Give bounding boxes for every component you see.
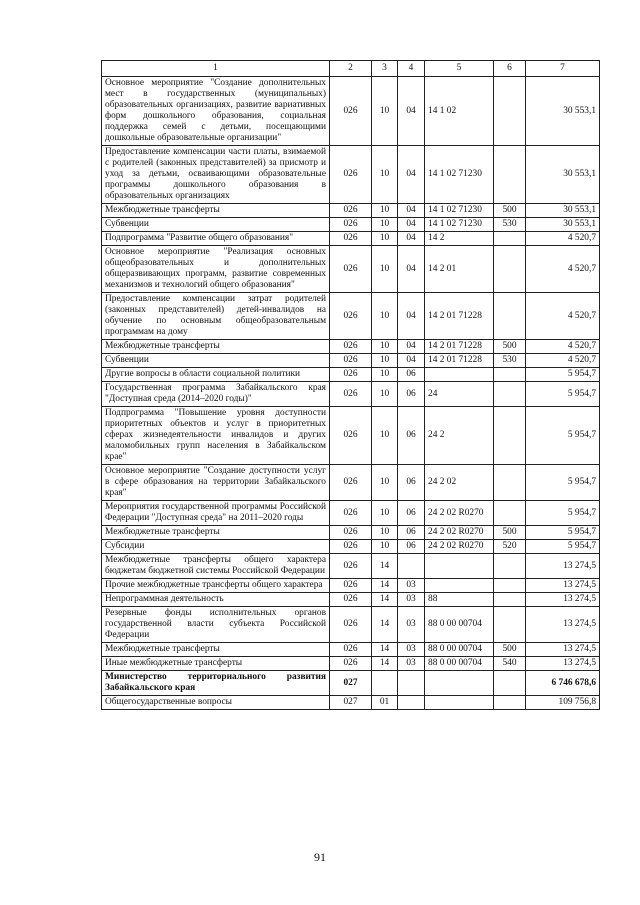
row-name-cell: Мероприятия государственной программы Российской Федерации "Доступная среда" на 2011–2020 годы xyxy=(102,501,330,526)
section-code-cell: 14 xyxy=(372,593,398,607)
amount-cell: 5 954,7 xyxy=(526,540,600,554)
expense-type-cell: 520 xyxy=(494,540,526,554)
ministry-code-cell: 026 xyxy=(330,593,372,607)
row-name-cell: Предоставление компенсации затрат родителей (законных представителей) детей-инвалидов на обучение по основным общеобразовательным программам на дому xyxy=(102,293,330,340)
subsection-code-cell: 06 xyxy=(398,526,425,540)
section-code-cell: 10 xyxy=(372,77,398,146)
ministry-code-cell: 026 xyxy=(330,246,372,293)
ministry-code-cell: 026 xyxy=(330,657,372,671)
ministry-code-cell: 026 xyxy=(330,407,372,465)
row-name-cell: Предоставление компенсации части платы, взимаемой с родителей (законных представителей) за присмотр и уход за детьми, осваивающими образовательные программы дошкольного образования в образовательных организациях xyxy=(102,146,330,204)
expense-type-cell xyxy=(494,407,526,465)
row-name-cell: Межбюджетные трансферты xyxy=(102,643,330,657)
amount-cell: 13 274,5 xyxy=(526,607,600,643)
table-row xyxy=(102,232,600,246)
subsection-code-cell: 04 xyxy=(398,293,425,340)
subsection-code-cell: 04 xyxy=(398,218,425,232)
row-name-cell: Субсидии xyxy=(102,540,330,554)
table-row xyxy=(102,579,600,593)
amount-cell: 13 274,5 xyxy=(526,657,600,671)
subsection-code-cell: 03 xyxy=(398,643,425,657)
section-code-cell: 10 xyxy=(372,218,398,232)
expense-type-cell xyxy=(494,293,526,340)
table-row xyxy=(102,246,600,293)
section-code-cell: 10 xyxy=(372,368,398,382)
table-row xyxy=(102,657,600,671)
subsection-code-cell: 04 xyxy=(398,204,425,218)
ministry-code-cell: 026 xyxy=(330,382,372,407)
table-row xyxy=(102,340,600,354)
target-article-cell xyxy=(425,554,494,579)
ministry-code-cell: 026 xyxy=(330,204,372,218)
subsection-code-cell: 04 xyxy=(398,77,425,146)
amount-cell: 109 756,8 xyxy=(526,696,600,710)
section-code-cell: 01 xyxy=(372,696,398,710)
expense-type-cell xyxy=(494,368,526,382)
row-name-cell: Межбюджетные трансферты xyxy=(102,526,330,540)
row-name-cell: Министерство территориального развития Забайкальского края xyxy=(102,671,330,696)
row-name-cell: Межбюджетные трансферты xyxy=(102,204,330,218)
section-code-cell: 14 xyxy=(372,579,398,593)
ministry-code-cell: 026 xyxy=(330,354,372,368)
table-row xyxy=(102,696,600,710)
amount-cell: 5 954,7 xyxy=(526,465,600,501)
ministry-code-cell: 026 xyxy=(330,232,372,246)
section-code-cell: 14 xyxy=(372,643,398,657)
table-header-row xyxy=(102,61,600,77)
section-code-cell: 14 xyxy=(372,657,398,671)
subsection-code-cell: 06 xyxy=(398,540,425,554)
budget-table xyxy=(101,60,600,710)
subsection-code-cell: 06 xyxy=(398,407,425,465)
ministry-code-cell: 026 xyxy=(330,540,372,554)
target-article-cell: 88 0 00 00704 xyxy=(425,607,494,643)
column-header: 3 xyxy=(372,61,398,77)
ministry-code-cell: 026 xyxy=(330,607,372,643)
column-header: 5 xyxy=(425,61,494,77)
row-name-cell: Общегосударственные вопросы xyxy=(102,696,330,710)
section-code-cell: 10 xyxy=(372,340,398,354)
column-header: 2 xyxy=(330,61,372,77)
row-name-cell: Межбюджетные трансферты общего характера бюджетам бюджетной системы Российской Федерации xyxy=(102,554,330,579)
ministry-code-cell: 026 xyxy=(330,340,372,354)
amount-cell: 4 520,7 xyxy=(526,340,600,354)
expense-type-cell xyxy=(494,554,526,579)
section-code-cell: 14 xyxy=(372,554,398,579)
expense-type-cell xyxy=(494,607,526,643)
table-row xyxy=(102,354,600,368)
amount-cell: 13 274,5 xyxy=(526,579,600,593)
row-name-cell: Межбюджетные трансферты xyxy=(102,340,330,354)
subsection-code-cell xyxy=(398,671,425,696)
amount-cell: 13 274,5 xyxy=(526,554,600,579)
column-header: 4 xyxy=(398,61,425,77)
target-article-cell: 14 1 02 71230 xyxy=(425,146,494,204)
subsection-code-cell xyxy=(398,554,425,579)
target-article-cell xyxy=(425,671,494,696)
ministry-code-cell: 026 xyxy=(330,293,372,340)
expense-type-cell: 500 xyxy=(494,643,526,657)
target-article-cell: 14 1 02 xyxy=(425,77,494,146)
table-row xyxy=(102,218,600,232)
subsection-code-cell: 04 xyxy=(398,340,425,354)
row-name-cell: Подпрограмма "Повышение уровня доступности приоритетных объектов и услуг в приоритетных сферах жизнедеятельности инвалидов и других маломобильных групп населения в Забайкальском крае" xyxy=(102,407,330,465)
target-article-cell: 24 2 02 R0270 xyxy=(425,501,494,526)
ministry-code-cell: 026 xyxy=(330,368,372,382)
target-article-cell xyxy=(425,368,494,382)
amount-cell: 5 954,7 xyxy=(526,526,600,540)
section-code-cell: 10 xyxy=(372,540,398,554)
section-code-cell: 10 xyxy=(372,293,398,340)
section-code-cell: 10 xyxy=(372,501,398,526)
table-row xyxy=(102,593,600,607)
table-row xyxy=(102,382,600,407)
expense-type-cell xyxy=(494,246,526,293)
section-code-cell: 14 xyxy=(372,607,398,643)
amount-cell: 30 553,1 xyxy=(526,204,600,218)
target-article-cell xyxy=(425,696,494,710)
target-article-cell: 24 2 xyxy=(425,407,494,465)
target-article-cell: 24 xyxy=(425,382,494,407)
table-row xyxy=(102,465,600,501)
ministry-code-cell: 026 xyxy=(330,146,372,204)
expense-type-cell xyxy=(494,696,526,710)
target-article-cell: 88 xyxy=(425,593,494,607)
ministry-code-cell: 026 xyxy=(330,554,372,579)
subsection-code-cell: 06 xyxy=(398,465,425,501)
table-row xyxy=(102,540,600,554)
column-header: 7 xyxy=(526,61,600,77)
ministry-code-cell: 026 xyxy=(330,643,372,657)
row-name-cell: Основное мероприятие "Создание дополнительных мест в государственных (муниципальных) образовательных организациях, развитие вариативных форм дошкольного образования, социальная поддержка семей с детьми, посещающими дошкольные образовательные организации" xyxy=(102,77,330,146)
section-code-cell: 10 xyxy=(372,204,398,218)
target-article-cell: 14 2 xyxy=(425,232,494,246)
expense-type-cell xyxy=(494,232,526,246)
expense-type-cell xyxy=(494,77,526,146)
target-article-cell: 88 0 00 00704 xyxy=(425,643,494,657)
amount-cell: 30 553,1 xyxy=(526,146,600,204)
row-name-cell: Основное мероприятие "Создание доступности услуг в сфере образования на территории Забайкальского края" xyxy=(102,465,330,501)
table-row xyxy=(102,671,600,696)
table-row xyxy=(102,77,600,146)
table-row xyxy=(102,204,600,218)
table-row xyxy=(102,554,600,579)
amount-cell: 4 520,7 xyxy=(526,232,600,246)
expense-type-cell: 530 xyxy=(494,354,526,368)
ministry-code-cell: 026 xyxy=(330,526,372,540)
subsection-code-cell: 03 xyxy=(398,593,425,607)
expense-type-cell xyxy=(494,671,526,696)
expense-type-cell: 500 xyxy=(494,340,526,354)
expense-type-cell: 500 xyxy=(494,526,526,540)
subsection-code-cell: 04 xyxy=(398,232,425,246)
ministry-code-cell: 027 xyxy=(330,671,372,696)
expense-type-cell xyxy=(494,465,526,501)
table-row xyxy=(102,146,600,204)
column-header: 1 xyxy=(102,61,330,77)
subsection-code-cell: 06 xyxy=(398,368,425,382)
amount-cell: 5 954,7 xyxy=(526,368,600,382)
section-code-cell: 10 xyxy=(372,465,398,501)
expense-type-cell: 500 xyxy=(494,204,526,218)
target-article-cell: 24 2 02 xyxy=(425,465,494,501)
table-row xyxy=(102,607,600,643)
amount-cell: 30 553,1 xyxy=(526,218,600,232)
amount-cell: 13 274,5 xyxy=(526,643,600,657)
expense-type-cell xyxy=(494,593,526,607)
subsection-code-cell: 06 xyxy=(398,382,425,407)
target-article-cell: 14 1 02 71230 xyxy=(425,204,494,218)
ministry-code-cell: 026 xyxy=(330,501,372,526)
amount-cell: 4 520,7 xyxy=(526,246,600,293)
subsection-code-cell: 06 xyxy=(398,501,425,526)
subsection-code-cell xyxy=(398,696,425,710)
target-article-cell: 88 0 00 00704 xyxy=(425,657,494,671)
amount-cell: 4 520,7 xyxy=(526,293,600,340)
expense-type-cell xyxy=(494,501,526,526)
row-name-cell: Субвенции xyxy=(102,218,330,232)
target-article-cell: 14 2 01 71228 xyxy=(425,293,494,340)
section-code-cell: 10 xyxy=(372,354,398,368)
amount-cell: 5 954,7 xyxy=(526,407,600,465)
target-article-cell: 24 2 02 R0270 xyxy=(425,526,494,540)
row-name-cell: Другие вопросы в области социальной политики xyxy=(102,368,330,382)
row-name-cell: Субвенции xyxy=(102,354,330,368)
target-article-cell: 24 2 02 R0270 xyxy=(425,540,494,554)
ministry-code-cell: 027 xyxy=(330,696,372,710)
amount-cell: 4 520,7 xyxy=(526,354,600,368)
expense-type-cell xyxy=(494,146,526,204)
table-body xyxy=(102,61,600,710)
subsection-code-cell: 04 xyxy=(398,146,425,204)
row-name-cell: Непрограммная деятельность xyxy=(102,593,330,607)
column-header: 6 xyxy=(494,61,526,77)
subsection-code-cell: 04 xyxy=(398,246,425,293)
expense-type-cell: 530 xyxy=(494,218,526,232)
row-name-cell: Государственная программа Забайкальского края "Доступная среда (2014–2020 годы)" xyxy=(102,382,330,407)
section-code-cell: 10 xyxy=(372,146,398,204)
amount-cell: 5 954,7 xyxy=(526,501,600,526)
amount-cell: 30 553,1 xyxy=(526,77,600,146)
expense-type-cell: 540 xyxy=(494,657,526,671)
table-row xyxy=(102,407,600,465)
target-article-cell: 14 2 01 xyxy=(425,246,494,293)
target-article-cell: 14 2 01 71228 xyxy=(425,340,494,354)
section-code-cell: 10 xyxy=(372,246,398,293)
ministry-code-cell: 026 xyxy=(330,465,372,501)
table-row xyxy=(102,293,600,340)
row-name-cell: Резервные фонды исполнительных органов государственной власти субъекта Российской Федерации xyxy=(102,607,330,643)
subsection-code-cell: 04 xyxy=(398,354,425,368)
table-row xyxy=(102,368,600,382)
row-name-cell: Прочие межбюджетные трансферты общего характера xyxy=(102,579,330,593)
target-article-cell xyxy=(425,579,494,593)
amount-cell: 13 274,5 xyxy=(526,593,600,607)
subsection-code-cell: 03 xyxy=(398,657,425,671)
section-code-cell: 10 xyxy=(372,407,398,465)
table-row xyxy=(102,526,600,540)
table-row xyxy=(102,643,600,657)
amount-cell: 6 746 678,6 xyxy=(526,671,600,696)
subsection-code-cell: 03 xyxy=(398,607,425,643)
ministry-code-cell: 026 xyxy=(330,579,372,593)
ministry-code-cell: 026 xyxy=(330,218,372,232)
row-name-cell: Иные межбюджетные трансферты xyxy=(102,657,330,671)
target-article-cell: 14 1 02 71230 xyxy=(425,218,494,232)
section-code-cell: 10 xyxy=(372,232,398,246)
page-number: 91 xyxy=(314,850,326,864)
target-article-cell: 14 2 01 71228 xyxy=(425,354,494,368)
section-code-cell xyxy=(372,671,398,696)
subsection-code-cell: 03 xyxy=(398,579,425,593)
expense-type-cell xyxy=(494,382,526,407)
table-row xyxy=(102,501,600,526)
expense-type-cell xyxy=(494,579,526,593)
row-name-cell: Подпрограмма "Развитие общего образования" xyxy=(102,232,330,246)
amount-cell: 5 954,7 xyxy=(526,382,600,407)
row-name-cell: Основное мероприятие "Реализация основных общеобразовательных и дополнительных общеразвивающих программ, развитие современных механизмов и технологий общего образования" xyxy=(102,246,330,293)
section-code-cell: 10 xyxy=(372,382,398,407)
ministry-code-cell: 026 xyxy=(330,77,372,146)
section-code-cell: 10 xyxy=(372,526,398,540)
